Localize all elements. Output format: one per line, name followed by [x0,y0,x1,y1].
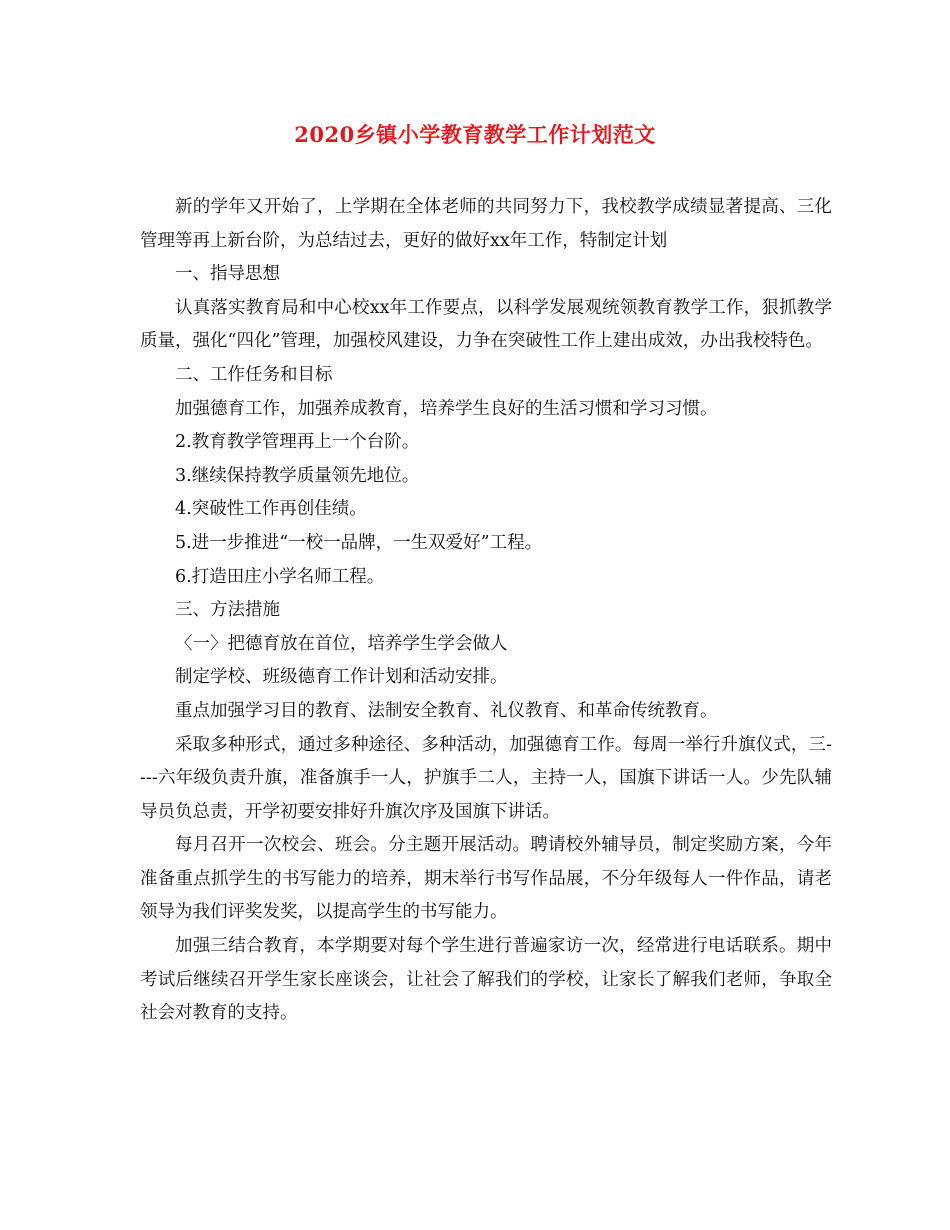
list-item-task-1: 加强德育工作，加强养成教育，培养学生良好的生活习惯和学习习惯。 [175,398,718,419]
list-item-task-2: 2.教育教学管理再上一个台阶。 [175,432,420,453]
paragraph-monthly-meetings: 每月召开一次校会、班会。分主题开展活动。聘请校外辅导员，制定奖励方案，今年准备重点抓学生的书写能力的培养，期末举行书写作品展，不分年级每人一件作品，请老领导为我们评奖发奖，以提高学生的书写能力。 [140,835,832,923]
list-item-task-6: 6.打造田庄小学名师工程。 [175,566,385,587]
list-item-task-4: 4.突破性工作再创佳绩。 [175,499,367,520]
paragraph-guiding-ideology: 认真落实教育局和中心校xx年工作要点，以科学发展观统领教育教学工作，狠抓教学质量，强化“四化”管理，加强校风建设，力争在突破性工作上建出成效，办出我校特色。 [140,297,832,352]
section-heading-tasks-goals: 二、工作任务和目标 [175,364,333,385]
paragraph-flag-ceremony: 采取多种形式，通过多种途径、多种活动，加强德育工作。每周一举行升旗仪式，三----六年级负责升旗，准备旗手一人，护旗手二人，主持一人，国旗下讲话一人。少先队辅导员负总责，开学初要安排好升旗次序及国旗下讲话。 [140,734,832,822]
paragraph-moral-plan: 制定学校、班级德育工作计划和活动安排。 [175,667,508,688]
section-heading-methods: 三、方法措施 [175,600,280,621]
list-item-task-3: 3.继续保持教学质量领先地位。 [175,465,420,486]
paragraph-moral-focus: 重点加强学习目的教育、法制安全教育、礼仪教育、和革命传统教育。 [175,700,718,721]
document-body [140,191,832,1031]
paragraph-intro: 新的学年又开始了，上学期在全体老师的共同努力下，我校教学成绩显著提高、三化管理等再上新台阶，为总结过去，更好的做好xx年工作，特制定计划 [140,197,832,251]
section-heading-guiding-ideology: 一、指导思想 [175,264,280,285]
document-title: 2020乡镇小学教育教学工作计划范文 [294,122,656,147]
subsection-heading-moral-education: 〈一〉把德育放在首位，培养学生学会做人 [175,633,508,654]
list-item-task-5: 5.进一步推进“一校一品牌，一生双爱好”工程。 [175,532,543,553]
paragraph-three-combined-education: 加强三结合教育，本学期要对每个学生进行普遍家访一次，经常进行电话联系。期中考试后继续召开学生家长座谈会，让社会了解我们的学校，让家长了解我们老师，争取全社会对教育的支持。 [140,936,832,1024]
